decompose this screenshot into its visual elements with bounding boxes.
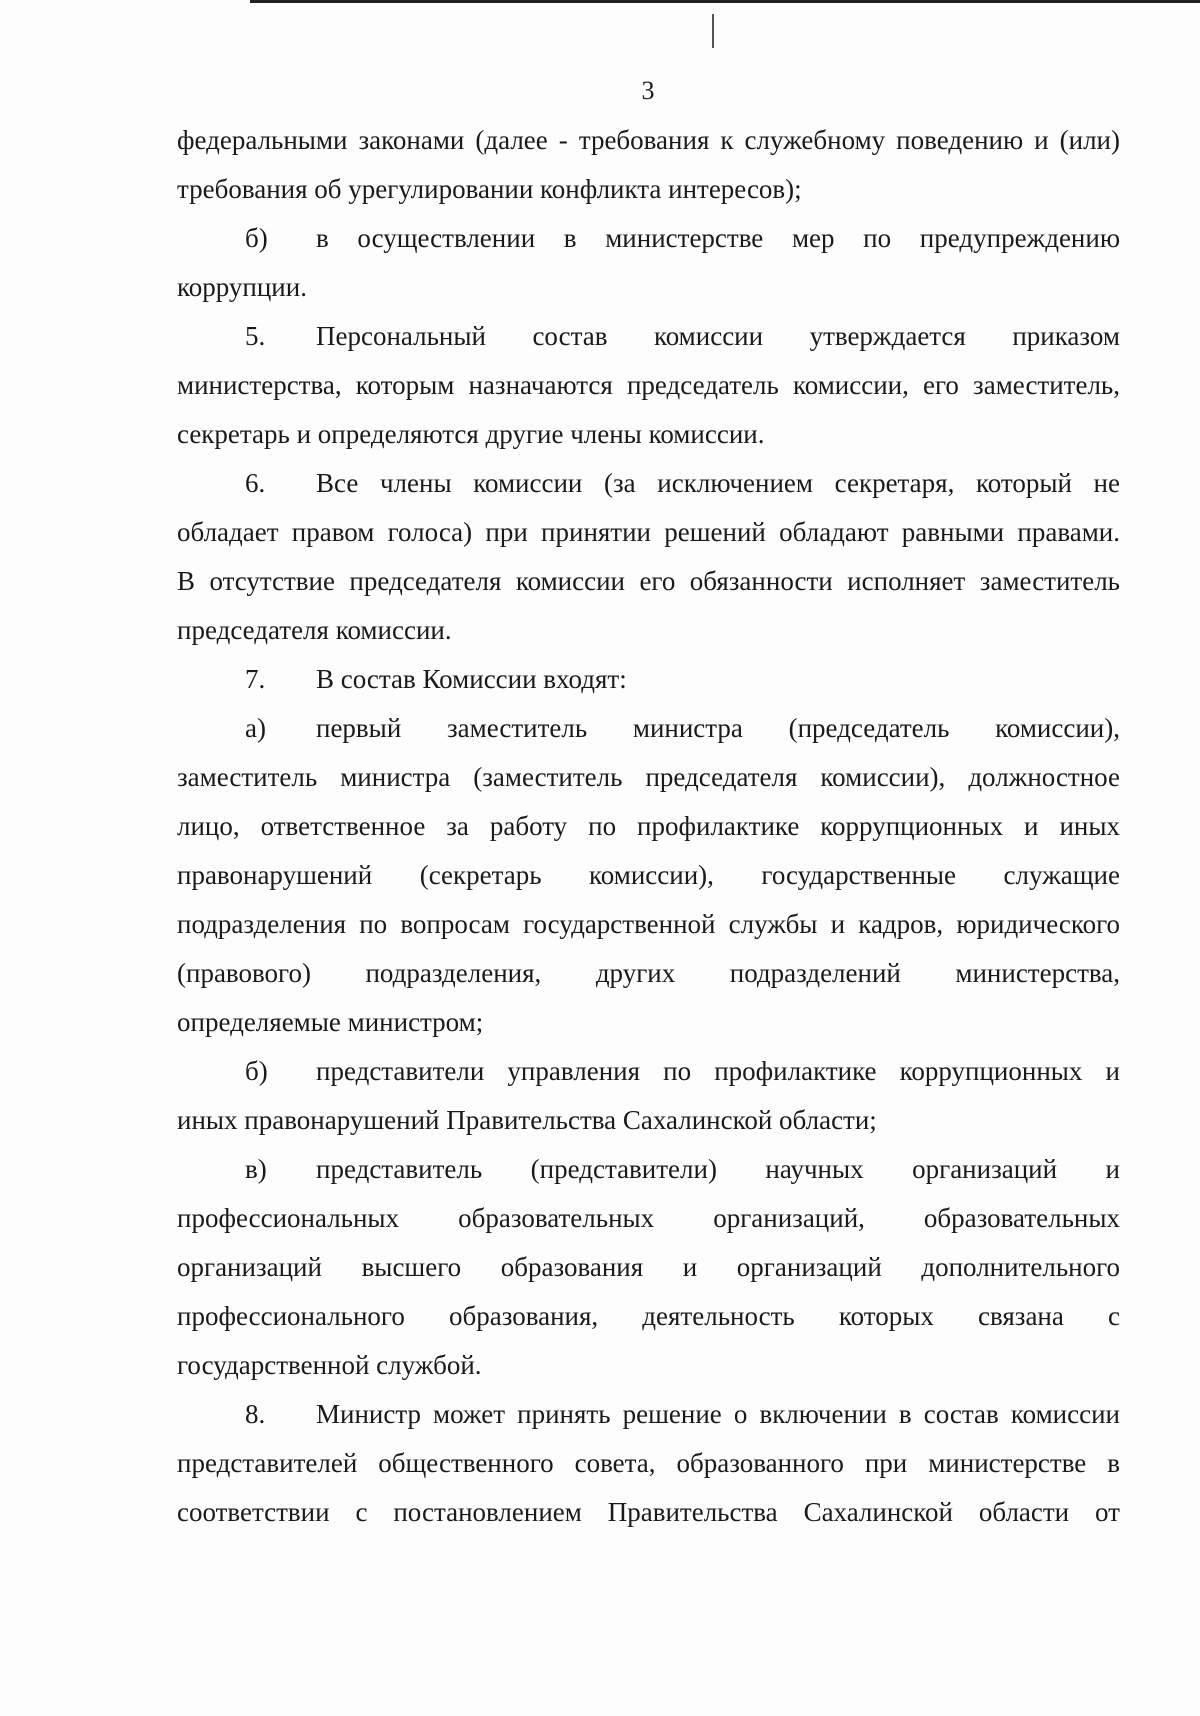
text-line: государственной службой.	[177, 1350, 482, 1380]
numbered-line	[177, 312, 1120, 361]
text-line: (правового) подразделения, других подразделений министерства,	[177, 958, 1120, 988]
item-number: а)	[245, 713, 266, 743]
top-border-line	[250, 0, 1200, 3]
line-text: В состав Комиссии входят:	[316, 664, 627, 694]
text-line: иных правонарушений Правительства Сахалинской области;	[177, 1105, 877, 1135]
numbered-line	[177, 459, 1120, 508]
page-number: 3	[641, 76, 655, 105]
text-line: организаций высшего образования и организаций дополнительного	[177, 1252, 1120, 1282]
item-number: 8.	[245, 1399, 266, 1429]
text-line: обладает правом голоса) при принятии решений обладают равными правами.	[177, 517, 1120, 547]
line-text: в осуществлении в министерстве мер по предупреждению	[316, 223, 1120, 253]
text-line: представителей общественного совета, образованного при министерстве в	[177, 1448, 1120, 1478]
numbered-line	[177, 1047, 1120, 1096]
item-number: 5.	[245, 321, 266, 351]
item-number: 6.	[245, 468, 266, 498]
text-line: требования об урегулировании конфликта интересов);	[177, 174, 802, 204]
text-line: В отсутствие председателя комиссии его обязанности исполняет заместитель	[177, 566, 1120, 596]
numbered-line	[177, 214, 1120, 263]
item-number: б)	[245, 1056, 268, 1086]
item-number: 7.	[245, 664, 266, 694]
line-text: Все члены комиссии (за исключением секретаря, который не	[316, 468, 1120, 498]
numbered-line	[177, 704, 1120, 753]
text-line: секретарь и определяются другие члены комиссии.	[177, 419, 765, 449]
text-line: коррупции.	[177, 272, 307, 302]
line-text: представители управления по профилактике коррупционных и	[316, 1056, 1120, 1086]
line-text: представитель (представители) научных организаций и	[316, 1154, 1120, 1184]
text-line: заместитель министра (заместитель председателя комиссии), должностное	[177, 762, 1120, 792]
text-line: профессиональных образовательных организаций, образовательных	[177, 1203, 1120, 1233]
line-text: Персональный состав комиссии утверждается приказом	[316, 321, 1120, 351]
line-text: первый заместитель министра (председатель комиссии),	[316, 713, 1120, 743]
document-body	[177, 116, 1120, 1537]
text-line: профессионального образования, деятельность которых связана с	[177, 1301, 1120, 1331]
text-line: правонарушений (секретарь комиссии), государственные служащие	[177, 860, 1120, 890]
text-line: подразделения по вопросам государственной службы и кадров, юридического	[177, 909, 1120, 939]
text-line: федеральными законами (далее - требования к служебному поведению и (или)	[177, 125, 1120, 155]
text-line: министерства, которым назначаются председатель комиссии, его заместитель,	[177, 370, 1120, 400]
numbered-line	[177, 1390, 1120, 1439]
text-line: определяемые министром;	[177, 1007, 484, 1037]
numbered-line	[177, 655, 1120, 704]
item-number: в)	[245, 1154, 267, 1184]
text-line: соответствии с постановлением Правительства Сахалинской области от	[177, 1497, 1120, 1527]
text-line: лицо, ответственное за работу по профилактике коррупционных и иных	[177, 811, 1120, 841]
numbered-line	[177, 1145, 1120, 1194]
item-number: б)	[245, 223, 268, 253]
line-text: Министр может принять решение о включении в состав комиссии	[316, 1399, 1120, 1429]
text-line: председателя комиссии.	[177, 615, 452, 645]
scan-artifact-mark	[712, 14, 714, 48]
